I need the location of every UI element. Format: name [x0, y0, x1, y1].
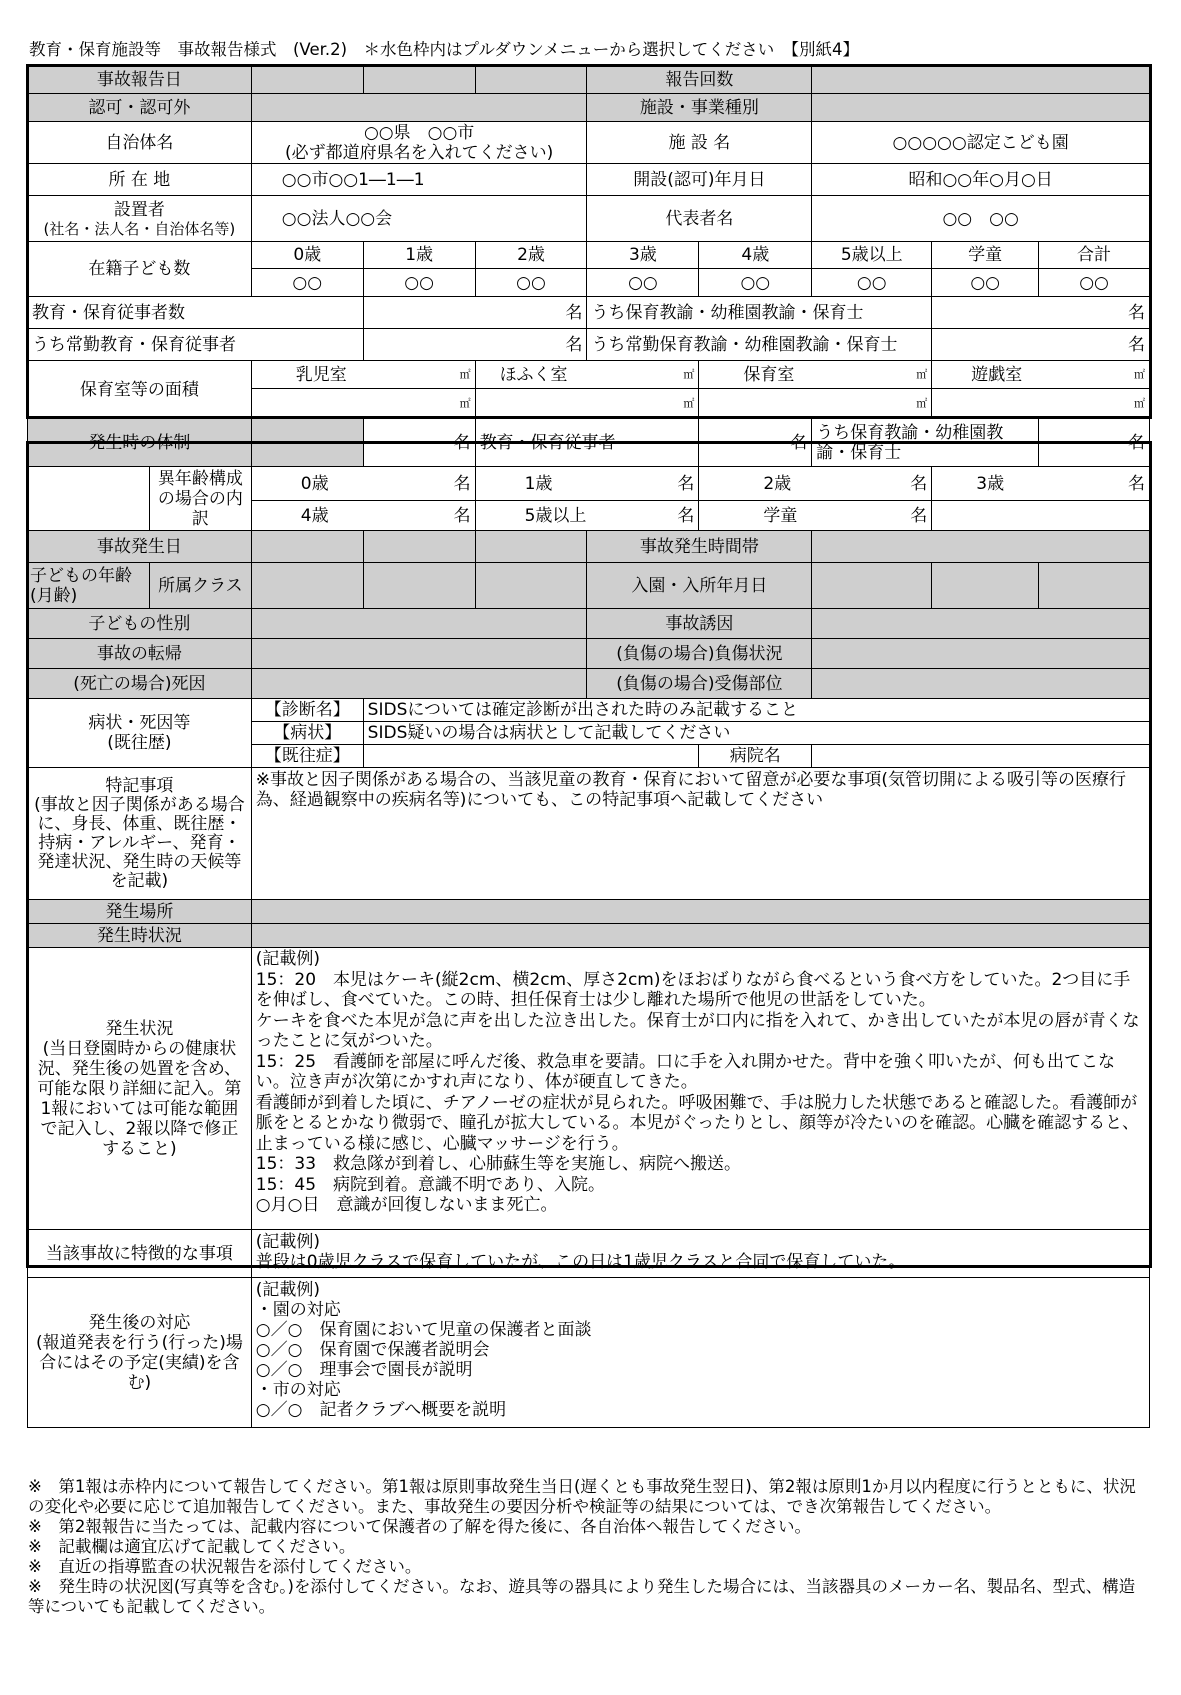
disease-sub: (既往歴) [107, 733, 172, 753]
system-total-field[interactable] [251, 419, 363, 467]
unit-label: ㎡ [683, 367, 695, 381]
representative-value[interactable]: ○○ ○○ [812, 196, 1150, 242]
address-label: 所 在 地 [28, 164, 252, 196]
mixed-age-4: 4歳 [300, 505, 329, 526]
situation-label: 発生時状況 [28, 924, 252, 948]
diagnosis-value[interactable]: SIDSについては確定診断が出された時のみ記載すること [363, 699, 1149, 722]
page-title: 教育・保育施設等 事故報告様式 (Ver.2) ＊水色枠内はプルダウンメニューから選択してください 【別紙4】 [29, 40, 859, 59]
mixed-age-1-cell[interactable] [475, 467, 699, 501]
system-total-unit-cell [363, 419, 475, 467]
unit-label: 名 [790, 432, 808, 453]
room-cell-play[interactable] [932, 361, 1150, 389]
municipality-label: 自治体名 [28, 122, 252, 164]
mixed-label: 異年齢構成の場合の内訳 [150, 467, 252, 531]
note-item: ※ 第1報は赤枠内について報告してください。第1報は原則事故発生当日(遅くとも事故発生翌日)、第2報は原則1か月以内程度に行うとともに、状況の変化や必要に応じて追加報告してください。また、事故発生の要因分析や検証等の結果については、でき次第報告してください。 [28, 1477, 1136, 1516]
incident-time-label: 事故発生時間帯 [587, 531, 812, 563]
municipality-value: ○○県 ○○市 [363, 122, 475, 143]
mixed-age-3-cell[interactable] [932, 467, 1150, 501]
enroll-age-4: 4歳 [699, 242, 812, 269]
enroll-day-field[interactable] [1039, 563, 1150, 609]
mixed-age-0-cell[interactable] [251, 467, 475, 501]
unit-label: 名 [453, 432, 471, 453]
note-item: ※ 直近の指導監査の状況報告を添付してください。 [28, 1557, 422, 1576]
enroll-age-0: 0歳 [251, 242, 363, 269]
mixed-age-1: 1歳 [524, 473, 553, 494]
report-month-field[interactable] [363, 66, 475, 94]
response-label: 発生後の対応 [88, 1312, 191, 1333]
enroll-age-school: 学童 [932, 242, 1039, 269]
room-cell-infant[interactable] [251, 361, 475, 389]
enroll-count-2[interactable]: ○○ [475, 269, 587, 297]
room-area-nursery[interactable] [699, 389, 932, 419]
license-select[interactable] [251, 94, 587, 122]
system-teachers-count[interactable] [1039, 419, 1150, 467]
child-month-field[interactable] [363, 563, 475, 609]
unit-label: 名 [677, 505, 695, 526]
special-label: 特記事項 [105, 775, 174, 796]
unit-label: ㎡ [683, 396, 695, 410]
enroll-age-2: 2歳 [475, 242, 587, 269]
report-year-field[interactable] [251, 66, 363, 94]
details-value[interactable]: (記載例) 15：20 本児はケーキ(縦2cm、横2cm、厚さ2cm)をほおばりながら食べるという食べ方をしていた。2つ目に手を伸ばし、食べていた。この時、担任保育士は少し離れた場所で他児の世話をしていた。 ケーキを食べた本児が急に声を出した泣き出した。保育士が口内に指を入れて、かき出していたが本児の唇が青くなったことに気がついた。 15：25 看護師を部屋に呼んだ後、救急車を要請。口に手を入れ開かせた。背中を強く叩いたが、何も出てこない。泣き声が次第にかすれ声になり、体が硬直してきた。 看護師が到着した頃に、チアノーゼの症状が見られた。呼吸困難で、手は脱力した状態であると確認した。看護師が脈をとるとかなり微弱で、瞳孔が拡大している。本児がぐったりとし、顔等が冷たいのを確認。心臓を確認すると、止まっている様に感じ、心臓マッサージを行う。 15：33 救急隊が到着し、心肺蘇生等を実施し、病院へ搬送。 15：45 病院到着。意識不明であり、入院。 ○月○日 意識が回復しないまま死亡。 [251, 948, 1149, 1230]
situation-field[interactable] [251, 924, 1149, 948]
room-area-play[interactable] [932, 389, 1150, 419]
fulltime-teachers-label: うち常勤保育教諭・幼稚園教諭・保育士 [587, 329, 932, 361]
incident-time-select[interactable] [812, 531, 1150, 563]
facility-type-label: 施設・事業種別 [587, 94, 812, 122]
founder-value[interactable]: ○○法人○○会 [251, 196, 587, 242]
mixed-age-4-cell[interactable] [251, 501, 475, 531]
mixed-age-2: 2歳 [763, 473, 792, 494]
room-name-infant: 乳児室 [295, 364, 347, 385]
unit-label: 名 [565, 302, 583, 323]
unit-label: ㎡ [1134, 367, 1145, 381]
unit-label: ㎡ [916, 367, 928, 381]
enroll-age-total: 合計 [1039, 242, 1150, 269]
fulltime-staff-count[interactable] [363, 329, 587, 361]
characteristic-label: 当該事故に特徴的な事項 [28, 1230, 252, 1278]
outcome-select[interactable] [251, 639, 587, 669]
report-count-field[interactable] [812, 66, 1150, 94]
report-day-field[interactable] [475, 66, 587, 94]
symptom-value[interactable]: SIDS疑いの場合は病状として記載してください [363, 722, 1149, 745]
class-field[interactable] [475, 563, 587, 609]
special-sub: (事故と因子関係がある場合に、身長、体重、既往歴・持病・アレルギー、発育・発達状況、発生時の天候等を記載) [34, 794, 245, 891]
disease-label: 病状・死因等 [88, 713, 191, 733]
representative-label: 代表者名 [587, 196, 812, 242]
mixed-age-0: 0歳 [300, 473, 329, 494]
diagnosis-label: 【診断名】 [251, 699, 363, 722]
mixed-empty-cell [932, 501, 1150, 531]
details-sub: (当日登園時からの健康状況、発生後の処置を含め、可能な限り詳細に記入。第1報においては可能な範囲で記入し、2報以降で修正すること) [37, 1038, 242, 1159]
room-area-crawl[interactable] [475, 389, 699, 419]
hospital-label: 病院名 [699, 745, 812, 768]
room-area-infant[interactable] [251, 389, 475, 419]
fulltime-teachers-count[interactable] [932, 329, 1150, 361]
characteristic-value[interactable]: (記載例) 普段は0歳児クラスで保育していたが、この日は1歳児クラスと合同で保育していた。 [251, 1230, 1149, 1278]
response-sub: (報道発表を行う(行った)場合にはその予定(実績)を含む) [35, 1332, 243, 1393]
room-name-crawl: ほふく室 [499, 364, 568, 385]
unit-label: 名 [677, 473, 695, 494]
system-staff-count[interactable] [699, 419, 812, 467]
place-label: 発生場所 [28, 900, 252, 924]
staff-label: 教育・保育従事者数 [28, 297, 364, 329]
founder-label: 設置者 [113, 199, 165, 220]
founder-sub: (社名・法人名・自治体名等) [43, 219, 236, 238]
cause-select[interactable] [812, 609, 1150, 639]
unit-label: 名 [453, 473, 471, 494]
response-label-cell [28, 1278, 252, 1428]
child-age-field[interactable] [251, 563, 363, 609]
incident-year-field[interactable] [251, 531, 363, 563]
facility-name-value[interactable]: ○○○○○認定こども園 [812, 122, 1150, 164]
outcome-label: 事故の転帰 [28, 639, 252, 669]
enroll-count-3[interactable]: ○○ [587, 269, 699, 297]
mixed-age-2-cell[interactable] [699, 467, 932, 501]
unit-label: 名 [910, 473, 928, 494]
death-cause-select[interactable] [251, 669, 587, 699]
address-value[interactable]: ○○市○○1―1―1 [251, 164, 587, 196]
enroll-month-field[interactable] [932, 563, 1039, 609]
place-field[interactable] [251, 900, 1149, 924]
note-item: ※ 第2報報告に当たっては、記載内容について保護者の了解を得た後に、各自治体へ報告してください。 [28, 1517, 811, 1536]
injury-site-label: (負傷の場合)受傷部位 [587, 669, 812, 699]
class-label: 所属クラス [150, 563, 252, 609]
unit-label: 名 [1128, 302, 1145, 323]
enroll-year-field[interactable] [812, 563, 932, 609]
room-name-play: 遊戯室 [971, 364, 1023, 385]
mixed-age-school: 学童 [763, 505, 798, 526]
facility-name-label: 施 設 名 [587, 122, 812, 164]
report-count-label: 報告回数 [587, 66, 812, 94]
unit-label: ㎡ [459, 396, 471, 410]
teachers-label: うち保育教諭・幼稚園教諭・保育士 [587, 297, 932, 329]
opened-label: 開設(認可)年月日 [587, 164, 812, 196]
staff-count[interactable] [363, 297, 587, 329]
enroll-count-total[interactable]: ○○ [1039, 269, 1150, 297]
note-item: ※ 発生時の状況図(写真等を含む。)を添付してください。なお、遊具等の器具により発生した場合には、当該器具のメーカー名、製品名、型式、構造等についても記載してください。 [28, 1577, 1136, 1616]
child-age-label: 子どもの年齢(月齢) [28, 563, 150, 609]
license-label: 認可・認可外 [28, 94, 252, 122]
municipality-cell[interactable] [251, 122, 587, 164]
enroll-count-1[interactable]: ○○ [363, 269, 475, 297]
unit-label: 名 [565, 334, 583, 355]
room-name-nursery: 保育室 [743, 364, 795, 385]
unit-label: ㎡ [916, 396, 928, 410]
disease-label-cell [28, 699, 252, 768]
system-label: 発生時の体制 [28, 419, 252, 467]
sex-label: 子どもの性別 [28, 609, 252, 639]
municipality-note: (必ず都道府県名を入れてください) [284, 142, 554, 163]
enroll-age-1: 1歳 [363, 242, 475, 269]
system-staff-label: 教育・保育従事者 [475, 419, 699, 467]
enroll-count-5[interactable]: ○○ [812, 269, 932, 297]
injury-label: (負傷の場合)負傷状況 [587, 639, 812, 669]
death-cause-label: (死亡の場合)死因 [28, 669, 252, 699]
unit-label: 名 [1128, 473, 1145, 494]
unit-label: 名 [1128, 334, 1145, 355]
special-label-cell [28, 768, 252, 900]
details-label-cell [28, 948, 252, 1230]
rooms-label: 保育室等の面積 [28, 361, 252, 419]
enroll-date-label: 入園・入所年月日 [587, 563, 812, 609]
room-cell-nursery[interactable] [699, 361, 932, 389]
mixed-age-school-cell[interactable] [699, 501, 932, 531]
incident-date-label: 事故発生日 [28, 531, 252, 563]
hospital-value[interactable] [812, 745, 1150, 768]
founder-label-cell [28, 196, 252, 242]
sex-select[interactable] [251, 609, 587, 639]
room-cell-crawl[interactable] [475, 361, 699, 389]
history-value[interactable] [363, 745, 699, 768]
fulltime-staff-label: うち常勤教育・保育従事者 [28, 329, 364, 361]
opened-value[interactable]: 昭和○○年○月○日 [812, 164, 1150, 196]
system-teachers-label: うち保育教諭・幼稚園教諭・保育士 [812, 419, 1039, 467]
symptom-label: 【病状】 [251, 722, 363, 745]
unit-label: 名 [910, 505, 928, 526]
unit-label: 名 [1128, 432, 1145, 453]
special-value[interactable]: ※事故と因子関係がある場合の、当該児童の教育・保育において留意が必要な事項(気管切開による吸引等の医療行為、経過観察中の疾病名等)についても、この特記事項へ記載してください [251, 768, 1149, 900]
incident-day-field[interactable] [475, 531, 587, 563]
unit-label: ㎡ [1134, 396, 1145, 410]
facility-type-select[interactable] [812, 94, 1150, 122]
note-item: ※ 記載欄は適宜広げて記載してください。 [28, 1537, 356, 1556]
injury-site-select[interactable] [812, 669, 1150, 699]
enroll-age-5: 5歳以上 [812, 242, 932, 269]
notes-section [28, 1477, 1150, 1617]
mixed-age-5: 5歳以上 [524, 505, 587, 526]
enrollment-label: 在籍子ども数 [28, 242, 252, 297]
history-label: 【既往症】 [251, 745, 363, 768]
details-label: 発生状況 [105, 1018, 174, 1039]
response-value[interactable]: (記載例) ・園の対応 ○／○ 保育園において児童の保護者と面談 ○／○ 保育園で保護者説明会 ○／○ 理事会で園長が説明 ・市の対応 ○／○ 記者クラブへ概要を説明 [251, 1278, 1149, 1428]
enroll-count-0[interactable]: ○○ [251, 269, 363, 297]
teachers-count[interactable] [932, 297, 1150, 329]
unit-label: 名 [453, 505, 471, 526]
report-date-label: 事故報告日 [28, 66, 252, 94]
cause-label: 事故誘因 [587, 609, 812, 639]
mixed-age-5-cell[interactable] [475, 501, 699, 531]
accident-report-table [27, 65, 1150, 1428]
mixed-age-3: 3歳 [976, 473, 1005, 494]
incident-month-field[interactable] [363, 531, 475, 563]
mixed-spacer [28, 467, 150, 531]
injury-select[interactable] [812, 639, 1150, 669]
unit-label: ㎡ [459, 367, 471, 381]
enroll-age-3: 3歳 [587, 242, 699, 269]
enroll-count-4[interactable]: ○○ [699, 269, 812, 297]
enroll-count-school[interactable]: ○○ [932, 269, 1039, 297]
